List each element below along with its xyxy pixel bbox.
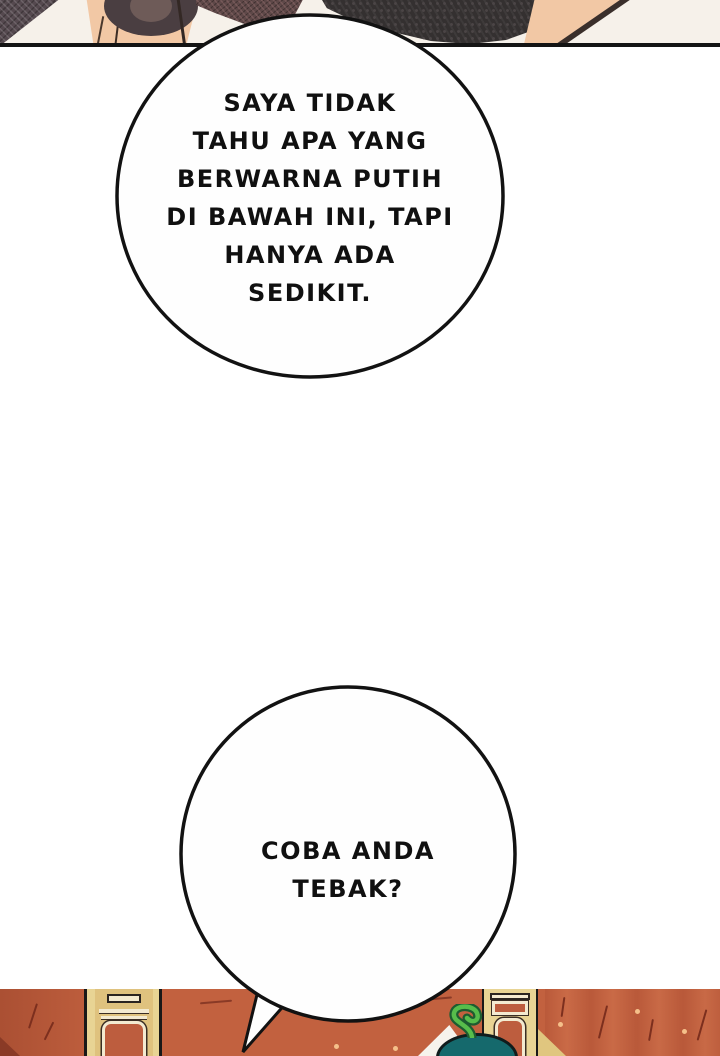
lace-fabric-corner-art — [0, 0, 62, 44]
speech-bubble-1-text — [110, 84, 510, 312]
post-bar — [99, 1009, 149, 1013]
curtain-folds-art — [545, 989, 720, 1056]
bubble1-line: SEDIKIT. — [248, 279, 372, 307]
bubble1-line: HANYA ADA — [224, 241, 396, 269]
post-cap — [107, 994, 141, 1003]
sparkle-dot — [558, 1022, 563, 1027]
bubble2-line: TEBAK? — [292, 875, 404, 903]
speech-bubble-2-text — [173, 832, 523, 908]
bubble1-line: BERWARNA PUTIH — [176, 165, 444, 193]
post-bar — [101, 1016, 147, 1019]
bubble1-line: TAHU APA YANG — [192, 127, 428, 155]
bed-post-left — [84, 989, 162, 1056]
sparkle-dot — [635, 1009, 640, 1014]
bubble1-line: DI BAWAH INI, TAPI — [166, 203, 454, 231]
sparkle-dot — [682, 1029, 687, 1034]
bubble2-line: COBA ANDA — [261, 837, 435, 865]
bubble1-line: SAYA TIDAK — [223, 89, 397, 117]
post-bottle — [102, 1021, 146, 1056]
